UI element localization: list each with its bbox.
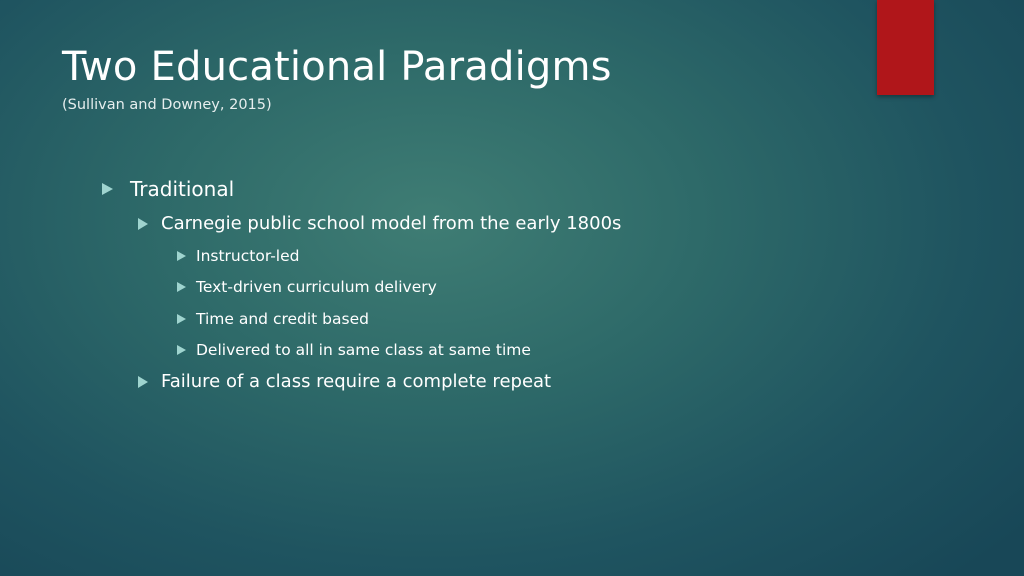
bullet-arrow-icon bbox=[102, 183, 113, 195]
bullet-traditional bbox=[102, 177, 234, 201]
bullet-arrow-icon bbox=[138, 218, 148, 230]
bullet-text: Delivered to all in same class at same time bbox=[196, 341, 531, 359]
bullet-arrow-icon bbox=[177, 314, 186, 324]
bullet-arrow-icon bbox=[177, 345, 186, 355]
bullet-carnegie bbox=[138, 213, 621, 234]
bullet-text: Text-driven curriculum delivery bbox=[196, 278, 437, 296]
bullet-arrow-icon bbox=[177, 282, 186, 292]
bullet-arrow-icon bbox=[177, 251, 186, 261]
slide-subtitle: (Sullivan and Downey, 2015) bbox=[62, 97, 272, 113]
bullet-text-driven bbox=[177, 278, 437, 296]
bullet-text: Failure of a class require a complete repeat bbox=[161, 371, 552, 392]
bullet-text: Instructor-led bbox=[196, 247, 300, 265]
bullet-delivered-all bbox=[177, 341, 531, 359]
bullet-text: Time and credit based bbox=[196, 310, 369, 328]
bullet-arrow-icon bbox=[138, 376, 148, 388]
bullet-text: Traditional bbox=[130, 177, 235, 201]
slide-title: Two Educational Paradigms bbox=[62, 44, 612, 90]
bullet-instructor-led bbox=[177, 247, 299, 265]
accent-bar bbox=[877, 0, 934, 95]
bullet-text: Carnegie public school model from the early 1800s bbox=[161, 213, 622, 234]
bullet-time-credit bbox=[177, 310, 369, 328]
bullet-failure bbox=[138, 371, 551, 392]
